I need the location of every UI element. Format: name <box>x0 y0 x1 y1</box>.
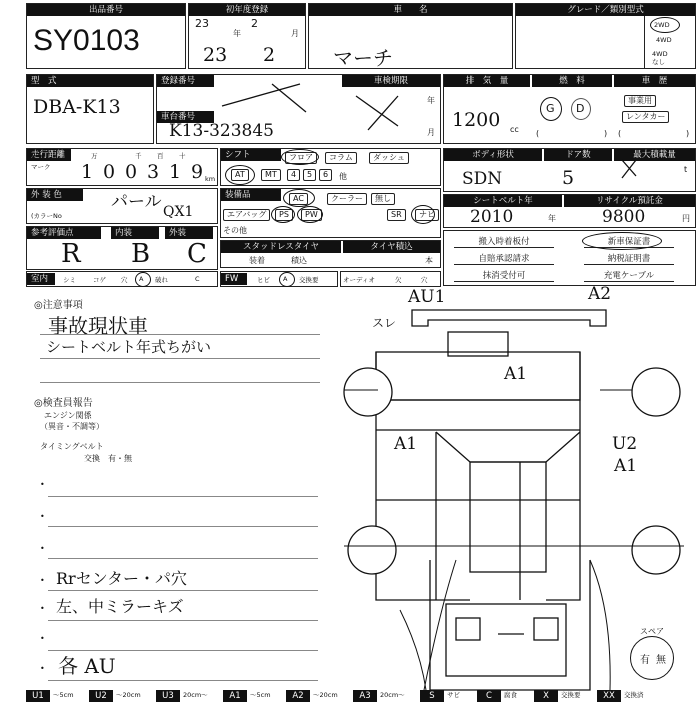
inspector-bullet-2: • <box>40 512 45 521</box>
body-box <box>443 148 696 192</box>
legend-x-desc: 交換要 <box>561 691 581 699</box>
mileage-digit-2: 0 <box>125 161 138 183</box>
model-value: DBA-K13 <box>33 96 121 118</box>
equip-navi: ナビ <box>415 209 439 221</box>
studless-loaded: 積込 <box>291 256 307 265</box>
mileage-box <box>26 148 218 186</box>
inspector-line-4: Rrセンター・パ穴 <box>56 569 188 588</box>
legend-x: X <box>534 690 558 702</box>
damage-u2-right: U2 <box>612 434 638 454</box>
damage-a2: A2 <box>588 284 612 304</box>
recycle-header: リサイクル預託金 <box>564 195 695 207</box>
interior-row-label: 室内 <box>27 273 55 285</box>
overall-score-header: 参考評価点 <box>27 227 101 239</box>
interior-a-circle <box>135 272 151 287</box>
shift-at-circle <box>225 165 255 185</box>
model-header: 型 式 <box>27 75 153 87</box>
notes-line-2: シートベルト年式ちがい <box>46 338 212 356</box>
equip-pw: PW <box>301 209 322 221</box>
spare-label: スペア <box>640 627 664 636</box>
inspector-rule-2 <box>48 526 318 527</box>
inspector-bullet-3: • <box>40 544 45 553</box>
inspector-rule-7 <box>48 680 318 681</box>
equip-none: 無し <box>371 193 395 205</box>
equip-cooler: クーラー <box>327 193 367 205</box>
interior-hole: 穴 <box>121 276 128 284</box>
inspector-engine-label: エンジン関係 <box>44 411 92 420</box>
notes-header: ◎注意事項 <box>34 300 83 311</box>
scores-box <box>26 226 218 270</box>
legend-u1-size: ～5cm <box>53 691 74 699</box>
audio-row <box>340 271 441 287</box>
damage-a1-left: A1 <box>394 434 418 454</box>
equipment-box <box>220 188 441 238</box>
interior-row <box>26 271 218 287</box>
mileage-place-3: 十 <box>179 152 186 160</box>
legend-a1-size: ～5cm <box>250 691 271 699</box>
recycle-unit: 円 <box>682 214 690 223</box>
studless-box <box>220 240 441 268</box>
mileage-digit-1: 0 <box>103 161 116 183</box>
shift-floor-circle <box>281 149 319 165</box>
seatbelt-unit: 年 <box>548 214 556 223</box>
shift-other: 他 <box>339 172 347 181</box>
color-header: 外 装 色 <box>27 189 83 201</box>
audio-row-label: オーディオ <box>343 276 375 284</box>
shift-at: AT <box>231 169 249 181</box>
doc-cable: 充電ケーブル <box>584 269 674 282</box>
grade-divider <box>644 16 645 68</box>
doc-warranty-circle <box>582 232 662 250</box>
mileage-place-1: 千 <box>135 152 142 160</box>
overall-score: R <box>61 239 81 269</box>
interior-a-mark: A <box>139 275 144 283</box>
grade-box <box>515 3 696 69</box>
inspector-engine-sub: （異音・不調等） <box>40 422 104 431</box>
seatbelt-value: 2010 <box>470 207 514 227</box>
fuel-paren-open: ( <box>536 129 540 138</box>
mileage-place-2: 百 <box>157 152 164 160</box>
legend-c: C <box>477 690 501 702</box>
history-commercial: 事業用 <box>624 95 656 107</box>
doc-insurance: 自賠承認請求 <box>454 252 554 265</box>
doors-header: ドア数 <box>544 149 612 161</box>
equip-pw-circle <box>297 206 323 223</box>
legend-xx: XX <box>597 690 621 702</box>
notes-rule-2 <box>40 358 320 359</box>
inspection-month-label: 月 <box>427 128 435 137</box>
grade-header: グレード／類別型式 <box>516 4 695 16</box>
color-code: QX1 <box>163 204 194 220</box>
mileage-place-0: 万 <box>91 152 98 160</box>
legend-a3: A3 <box>353 690 377 702</box>
inspector-rule-3 <box>48 558 318 559</box>
recycle-value: 9800 <box>602 207 646 227</box>
body-type-value: SDN <box>462 169 503 189</box>
interior-score-header: 内装 <box>111 227 159 239</box>
shift-6: 6 <box>319 169 332 181</box>
legend-u2: U2 <box>89 690 113 702</box>
history-header: 車 歴 <box>614 75 695 87</box>
mileage-digit-5: 9 <box>191 161 204 183</box>
fw-crack: ヒビ <box>257 276 270 284</box>
equip-ps-circle <box>271 206 295 223</box>
shift-dash: ダッシュ <box>369 152 409 164</box>
legend-u3: U3 <box>156 690 180 702</box>
shift-5: 5 <box>303 169 316 181</box>
doc-tax: 納税証明書 <box>584 252 674 265</box>
fw-row <box>220 271 338 287</box>
tire-load-header: タイヤ積込 <box>343 241 440 253</box>
history-paren-open: ( <box>618 129 622 138</box>
inspector-rule-4 <box>48 590 318 591</box>
spare-circle <box>630 636 674 680</box>
color-code-label: (カラーNo <box>31 212 62 220</box>
displacement-value: 1200 <box>452 109 501 131</box>
equip-airbag: エアバッグ <box>223 209 270 221</box>
car-name-box <box>308 3 513 69</box>
damage-a1-right: A1 <box>614 456 638 476</box>
inspector-timing-sub: 交換 有・無 <box>84 454 132 463</box>
grade-4wd-none: 4WD なし <box>652 50 668 66</box>
doc-cancel: 抹消受付可 <box>454 269 554 282</box>
damage-a1-hood: A1 <box>504 364 528 384</box>
shift-column: コラム <box>325 152 357 164</box>
inspector-bullet-6: • <box>40 634 45 643</box>
registration-box <box>156 74 441 144</box>
fuel-g: G <box>546 102 555 115</box>
car-name-value: マーチ <box>333 46 393 70</box>
notes-line-1: 事故現状車 <box>48 314 148 338</box>
shift-floor: フロア <box>285 152 317 164</box>
inspector-bullet-1: • <box>40 480 45 489</box>
equip-other: その他 <box>223 226 247 235</box>
body-type-header: ボディ形状 <box>444 149 542 161</box>
first-registration-box <box>188 3 306 69</box>
displacement-unit: cc <box>510 125 519 134</box>
interior-score: B <box>131 239 151 269</box>
inspector-header: ◎検査員報告 <box>34 398 93 409</box>
displacement-header: 排 気 量 <box>444 75 530 87</box>
shift-box <box>220 148 441 186</box>
legend-a3-size: 20cm～ <box>380 691 405 699</box>
fuel-header: 燃 料 <box>532 75 612 87</box>
mileage-digit-0: 1 <box>81 161 94 183</box>
legend-s: S <box>420 690 444 702</box>
inspector-line-5: 左、中ミラーキズ <box>56 597 184 616</box>
legend-u2-size: ～20cm <box>116 691 141 699</box>
damage-scratch: スレ <box>372 316 397 330</box>
fw-a-circle <box>279 272 295 287</box>
interior-burn: コゲ <box>93 276 106 284</box>
damage-au1: AU1 <box>408 287 446 307</box>
legend-a2-size: ～20cm <box>313 691 338 699</box>
mileage-mark-label: マーク <box>31 163 51 171</box>
fuel-d-circle <box>571 98 591 120</box>
inspection-header: 車検期限 <box>342 75 440 87</box>
history-paren-close: ) <box>686 129 690 138</box>
tire-load-unit: 本 <box>425 256 433 265</box>
history-rental: レンタカー <box>622 111 669 123</box>
doors-value: 5 <box>562 167 575 189</box>
doc-warranty: 新車保証書 <box>584 235 674 248</box>
legend-u1: U1 <box>26 690 50 702</box>
first-reg-month-hand: 2 <box>263 44 276 66</box>
studless-fitted: 装着 <box>249 256 265 265</box>
interior-c-mark: C <box>195 275 200 283</box>
interior-tear: 破れ <box>155 276 168 284</box>
first-reg-month-label: 月 <box>291 29 299 38</box>
legend-a2: A2 <box>286 690 310 702</box>
interior-stain: シミ <box>63 276 76 284</box>
model-box <box>26 74 154 144</box>
load-unit: t <box>684 165 688 174</box>
fw-row-label: FW <box>221 273 247 285</box>
equip-ps: PS <box>275 209 293 221</box>
legend-c-desc: 腐食 <box>504 691 517 699</box>
lot-number-header: 出品番号 <box>27 4 185 16</box>
docs-box <box>443 230 696 286</box>
mileage-unit: km <box>205 175 216 183</box>
first-reg-year-hand: 23 <box>203 44 228 66</box>
lot-number-box <box>26 3 186 69</box>
audio-hole: 穴 <box>421 276 428 284</box>
legend-s-desc: サビ <box>447 691 460 699</box>
inspector-bullet-4: • <box>40 576 45 585</box>
first-reg-year-label: 年 <box>233 29 241 38</box>
grade-4wd: 4WD <box>656 36 672 44</box>
shift-header: シフト <box>221 149 281 161</box>
seatbelt-header: シートベルト年 <box>444 195 562 207</box>
chassis-header: 車台番号 <box>157 111 214 123</box>
shift-4: 4 <box>287 169 300 181</box>
inspector-timing-label: タイミングベルト <box>40 442 104 451</box>
fw-replace: 交換要 <box>299 276 319 284</box>
notes-rule-3 <box>40 382 320 383</box>
equip-sr: SR <box>387 209 406 221</box>
audio-missing: 欠 <box>395 276 402 284</box>
legend-strip <box>26 690 696 702</box>
first-registration-header: 初年度登録 <box>189 4 305 16</box>
fuel-g-circle <box>540 97 562 121</box>
first-reg-month-print: 2 <box>251 17 258 30</box>
exterior-score-header: 外装 <box>165 227 213 239</box>
car-name-header: 車 名 <box>309 4 512 16</box>
first-reg-year-print: 23 <box>195 17 209 30</box>
shift-mt: MT <box>261 169 281 181</box>
inspector-line-7: 各 AU <box>58 654 116 678</box>
inspector-bullet-5: • <box>40 604 45 613</box>
seatbelt-box <box>443 194 696 228</box>
reg-number-header: 登録番号 <box>157 75 214 87</box>
grade-2wd: 2WD <box>654 21 670 29</box>
notes-rule-1 <box>40 334 320 335</box>
mileage-digit-3: 3 <box>147 161 160 183</box>
legend-a1: A1 <box>223 690 247 702</box>
mileage-digit-4: 1 <box>169 161 182 183</box>
mileage-header: 走行距離 <box>27 149 71 161</box>
equipment-header: 装備品 <box>221 189 281 201</box>
spare-has: 有 <box>640 655 650 666</box>
legend-xx-desc: 交換済 <box>624 691 644 699</box>
inspector-bullet-7: • <box>40 664 45 673</box>
inspector-rule-5 <box>48 620 318 621</box>
inspector-rule-1 <box>48 496 318 497</box>
fuel-d: D <box>576 102 585 115</box>
chassis-value: K13-323845 <box>169 121 274 141</box>
equip-navi-circle <box>411 205 435 224</box>
grade-2wd-circle <box>650 17 680 33</box>
studless-header: スタッドレスタイヤ <box>221 241 341 253</box>
exterior-score: C <box>187 239 207 269</box>
legend-u3-size: 20cm～ <box>183 691 208 699</box>
equip-ac-circle <box>283 189 315 207</box>
inspection-year-label: 年 <box>427 96 435 105</box>
lot-number-value: SY0103 <box>33 24 140 57</box>
load-header: 最大積載量 <box>614 149 695 161</box>
displacement-box <box>443 74 696 144</box>
spare-none: 無 <box>656 655 666 666</box>
fuel-paren-close: ) <box>604 129 608 138</box>
doc-plate: 搬入時着板付 <box>454 235 554 248</box>
equip-ac: AC <box>289 193 308 205</box>
color-value: パール <box>111 192 162 212</box>
color-box <box>26 188 218 224</box>
fw-a-mark: A <box>283 275 288 283</box>
